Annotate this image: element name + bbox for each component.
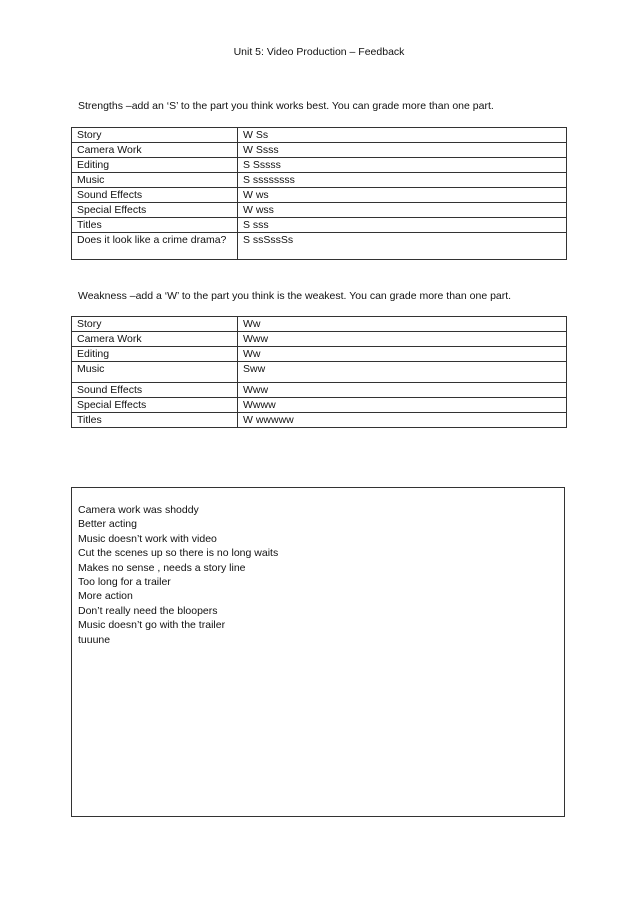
grade-cell: W ws [238, 188, 567, 203]
grade-cell: Www [238, 332, 567, 347]
strengths-instruction: Strengths –add an ‘S’ to the part you think works best. You can grade more than one part. [78, 100, 494, 112]
part-cell: Titles [72, 413, 238, 428]
comment-line: Better acting [78, 518, 137, 531]
comment-line: Too long for a trailer [78, 576, 171, 589]
weakness-instruction: Weakness –add a ‘W’ to the part you think is the weakest. You can grade more than one part. [78, 290, 512, 302]
table-row [72, 362, 567, 383]
grade-cell: Ww [238, 347, 567, 362]
part-cell: Editing [72, 347, 238, 362]
comment-line: Don’t really need the bloopers [78, 604, 218, 617]
grade-cell: Www [238, 383, 567, 398]
part-cell: Editing [72, 158, 238, 173]
table-row [72, 317, 567, 332]
grade-cell: S sss [238, 218, 567, 233]
grade-cell: S ssSssSs [238, 233, 567, 260]
table-row [72, 128, 567, 143]
comment-line: Music doesn’t work with video [78, 532, 217, 545]
page-title: Unit 5: Video Production – Feedback [233, 46, 405, 58]
table-row [72, 203, 567, 218]
part-cell: Story [72, 317, 238, 332]
part-cell: Music [72, 173, 238, 188]
table-row [72, 398, 567, 413]
comment-line: tuuune [78, 633, 111, 646]
grade-cell: S ssssssss [238, 173, 567, 188]
part-cell: Sound Effects [72, 383, 238, 398]
grade-cell: Ww [238, 317, 567, 332]
grade-cell: S Sssss [238, 158, 567, 173]
comment-line: Makes no sense , needs a story line [78, 561, 246, 574]
table-row [72, 413, 567, 428]
table-row [72, 188, 567, 203]
part-cell: Sound Effects [72, 188, 238, 203]
comment-line: Music doesn’t go with the trailer [78, 619, 226, 632]
comment-line: Cut the scenes up so there is no long waits [78, 547, 279, 560]
part-cell: Does it look like a crime drama? [72, 233, 238, 260]
grade-cell: Wwww [238, 398, 567, 413]
table-row [72, 332, 567, 347]
comment-line: Camera work was shoddy [78, 504, 199, 516]
comments-box [71, 487, 565, 817]
table-row [72, 218, 567, 233]
grade-cell: Sww [238, 362, 567, 383]
comment-line: More action [78, 590, 133, 603]
table-row [72, 173, 567, 188]
grade-cell: W Ssss [238, 143, 567, 158]
part-cell: Music [72, 362, 238, 383]
table-row [72, 143, 567, 158]
part-cell: Special Effects [72, 203, 238, 218]
part-cell: Special Effects [72, 398, 238, 413]
strengths-table [71, 127, 567, 260]
part-cell: Titles [72, 218, 238, 233]
table-row [72, 347, 567, 362]
grade-cell: W Ss [238, 128, 567, 143]
table-row [72, 158, 567, 173]
part-cell: Story [72, 128, 238, 143]
part-cell: Camera Work [72, 332, 238, 347]
part-cell: Camera Work [72, 143, 238, 158]
table-row [72, 383, 567, 398]
weakness-table [71, 316, 567, 428]
grade-cell: W wwwww [238, 413, 567, 428]
grade-cell: W wss [238, 203, 567, 218]
table-row [72, 233, 567, 260]
